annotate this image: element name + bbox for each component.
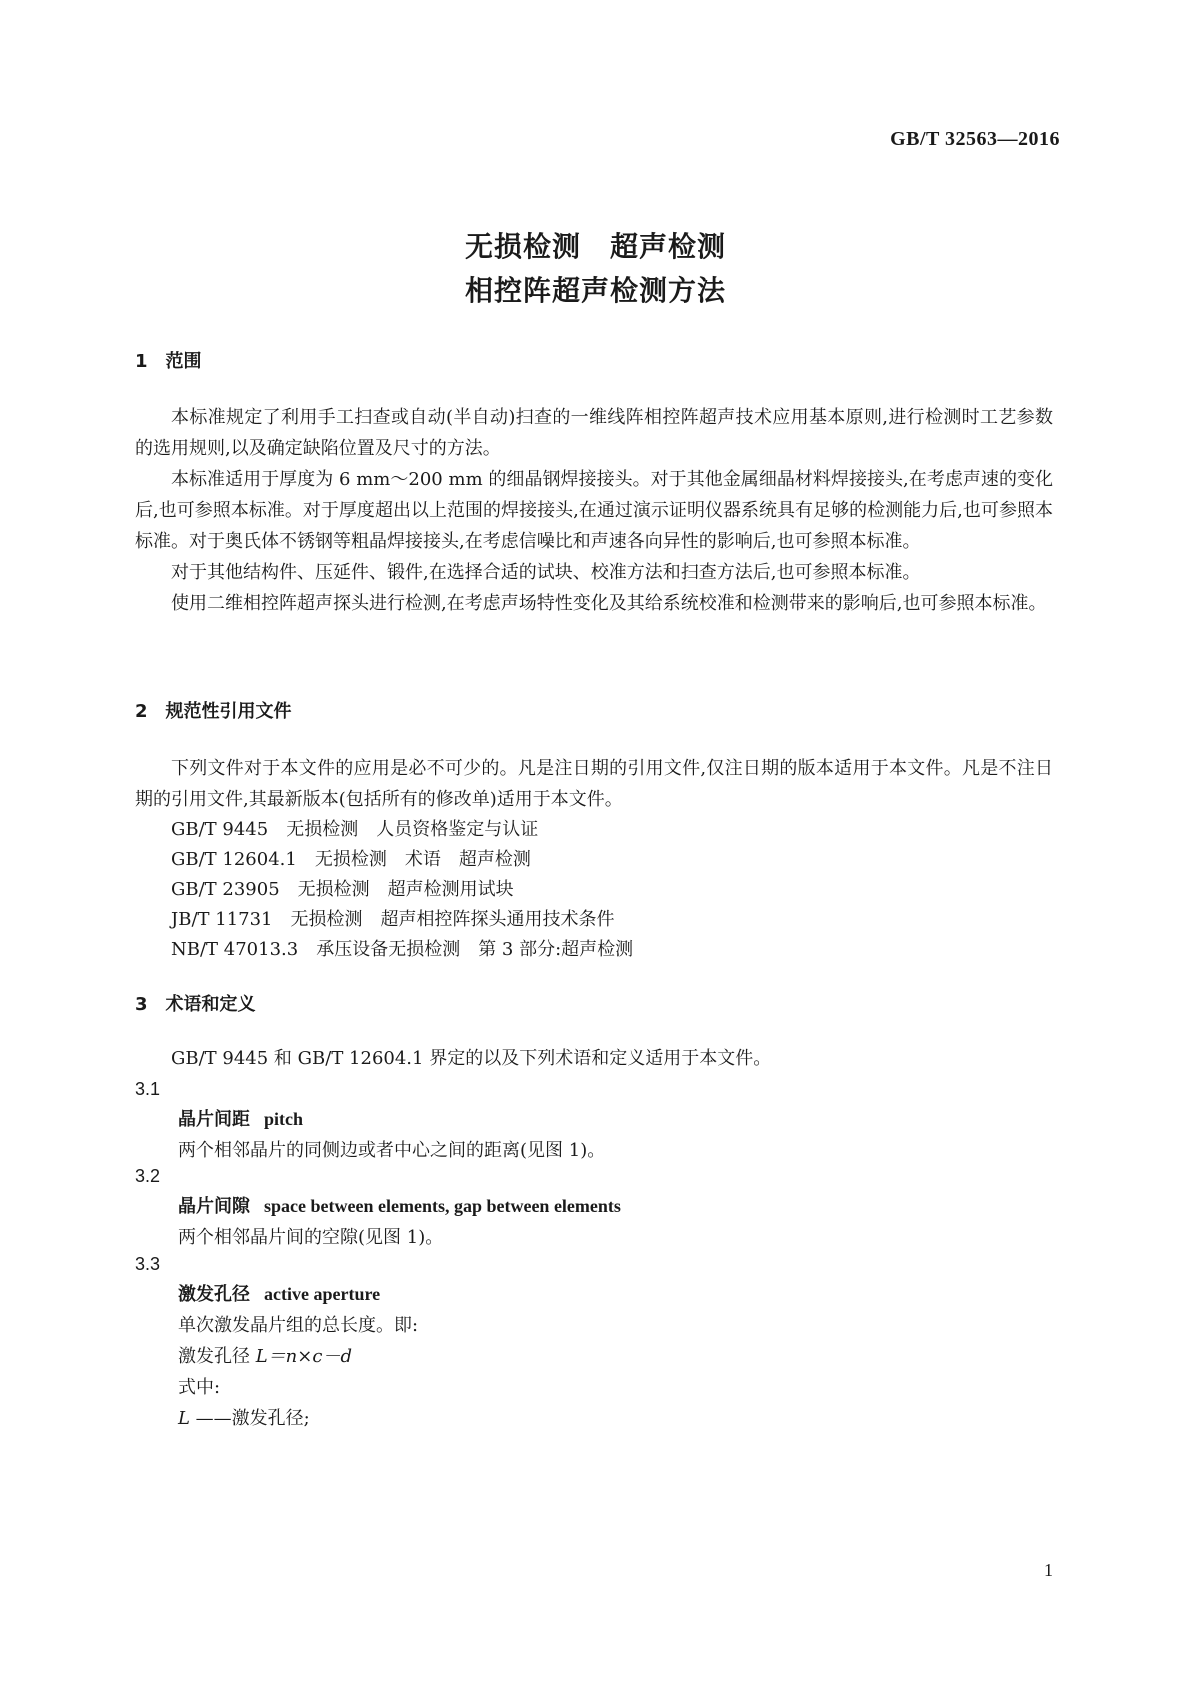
- reference-item: NB/T 47013.3 承压设备无损检测 第 3 部分:超声检测: [171, 939, 634, 960]
- term-name-cn: 激发孔径: [178, 1284, 250, 1305]
- formula-label: 激发孔径: [178, 1346, 256, 1367]
- section-3-intro-block: [135, 1043, 1053, 1074]
- reference-item: JB/T 11731 无损检测 超声相控阵探头通用技术条件: [171, 909, 615, 930]
- reference-item: GB/T 9445 无损检测 人员资格鉴定与认证: [171, 819, 539, 840]
- term-name-en: active aperture: [264, 1284, 381, 1304]
- term-number: 3.3: [135, 1254, 161, 1274]
- section-2-heading: 2 规范性引用文件: [135, 701, 292, 722]
- section-1-body: [135, 402, 1053, 619]
- document-title: [0, 225, 1191, 313]
- section-3-heading: 3 术语和定义: [135, 994, 256, 1015]
- title-line-2: 相控阵超声检测方法: [464, 274, 726, 307]
- term-title: [178, 1279, 1053, 1310]
- term-number: 3.1: [135, 1079, 161, 1099]
- symbol-definition: [178, 1403, 1053, 1434]
- term-entry: [178, 1104, 1053, 1166]
- paragraph: GB/T 9445 和 GB/T 12604.1 界定的以及下列术语和定义适用于本文件。: [171, 1048, 772, 1069]
- term-name-cn: 晶片间距: [178, 1109, 250, 1130]
- section-2-body: [135, 753, 1053, 965]
- formula: L＝n×c－d: [255, 1346, 352, 1367]
- where-label: 式中:: [178, 1377, 221, 1398]
- section-1-heading: 1 范围: [135, 351, 202, 372]
- reference-list: [135, 815, 1053, 965]
- term-name-en: pitch: [264, 1109, 304, 1129]
- paragraph: 对于其他结构件、压延件、锻件,在选择合适的试块、校准方法和扫查方法后,也可参照本标准。: [171, 562, 921, 583]
- term-name-en: space between elements, gap between elements: [264, 1196, 621, 1216]
- paragraph: 本标准规定了利用手工扫查或自动(半自动)扫查的一维线阵相控阵超声技术应用基本原则,进行检测时工艺参数的选用规则,以及确定缺陷位置及尺寸的方法。: [135, 407, 1053, 459]
- reference-item: GB/T 12604.1 无损检测 术语 超声检测: [171, 849, 531, 870]
- symbol: L: [178, 1408, 190, 1429]
- term-definition: 单次激发晶片组的总长度。即:: [178, 1315, 419, 1336]
- symbol-description: ——激发孔径;: [189, 1408, 310, 1429]
- reference-item: GB/T 23905 无损检测 超声检测用试块: [171, 879, 514, 900]
- paragraph: 下列文件对于本文件的应用是必不可少的。凡是注日期的引用文件,仅注日期的版本适用于本文件。凡是不注日期的引用文件,其最新版本(包括所有的修改单)适用于本文件。: [135, 758, 1053, 810]
- standard-number: GB/T 32563—2016: [890, 128, 1060, 150]
- term-title: [178, 1104, 1053, 1135]
- term-entry: [178, 1191, 1053, 1253]
- term-title: [178, 1191, 1053, 1222]
- term-definition: 两个相邻晶片的同侧边或者中心之间的距离(见图 1)。: [178, 1140, 606, 1161]
- paragraph: 使用二维相控阵超声探头进行检测,在考虑声场特性变化及其给系统校准和检测带来的影响后,也可参照本标准。: [171, 593, 1047, 614]
- term-entry: [178, 1279, 1053, 1434]
- paragraph: 本标准适用于厚度为 6 mm～200 mm 的细晶钢焊接接头。对于其他金属细晶材料焊接接头,在考虑声速的变化后,也可参照本标准。对于厚度超出以上范围的焊接接头,在通过演示证明仪器系统具有足够的检测能力后,也可参照本标准。对于奥氏体不锈钢等粗晶焊接接头,在考虑信噪比和声速各向异性的影响后,也可参照本标准。: [135, 469, 1053, 552]
- term-number: 3.2: [135, 1166, 161, 1186]
- term-name-cn: 晶片间隙: [178, 1196, 250, 1217]
- page-number: 1: [1044, 1560, 1053, 1580]
- term-definition: 两个相邻晶片间的空隙(见图 1)。: [178, 1227, 444, 1248]
- title-line-1: 无损检测 超声检测: [464, 230, 726, 263]
- formula-line: [178, 1341, 1053, 1372]
